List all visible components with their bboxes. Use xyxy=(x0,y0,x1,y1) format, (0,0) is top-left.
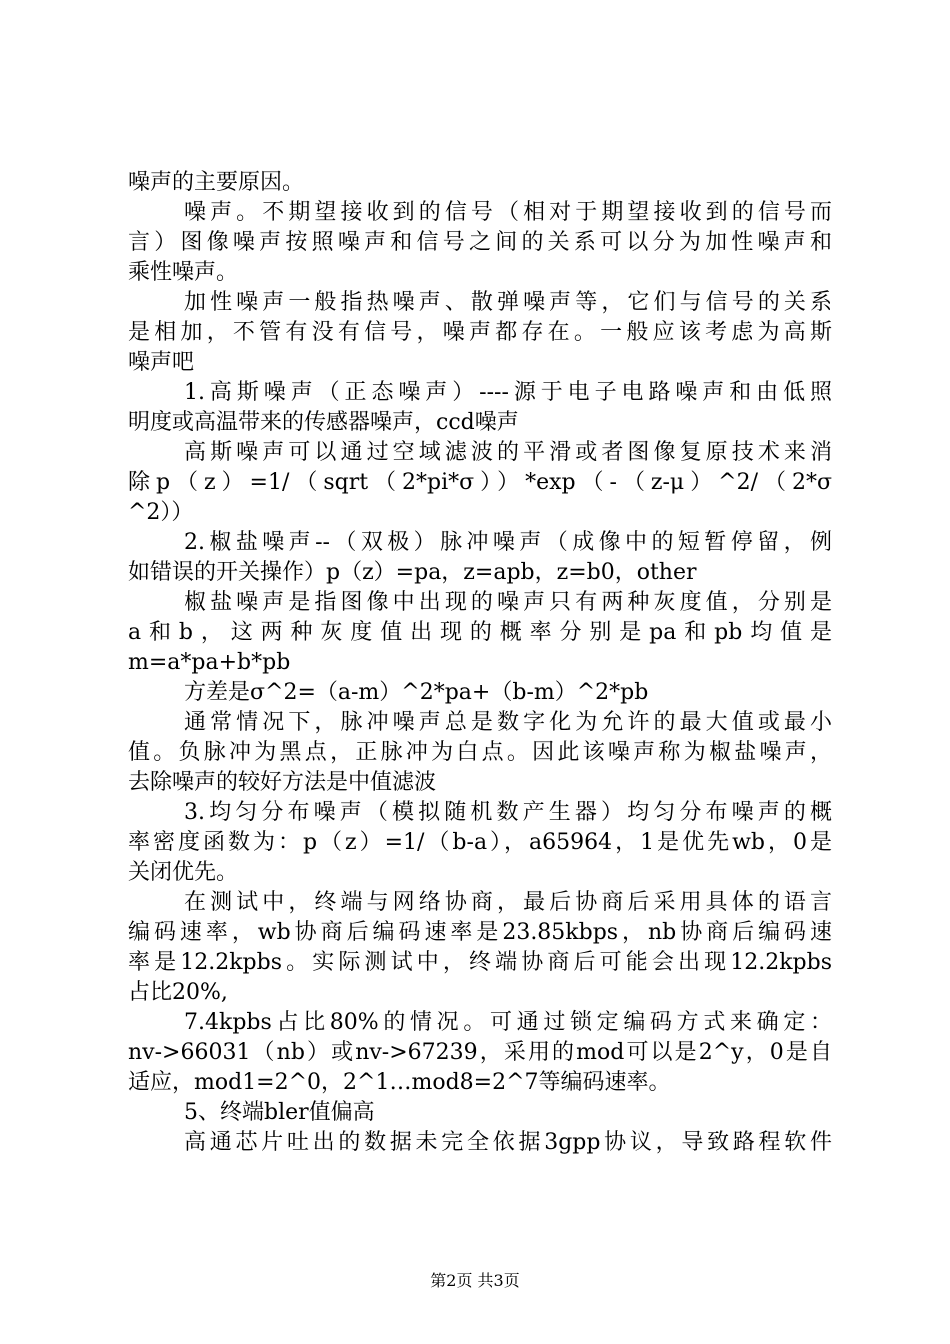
text-line: 率密度函数为：p（z）=1/（b-a），a65964，1是优先wb，0是 xyxy=(128,830,832,855)
text-line: ^2）） xyxy=(128,500,194,525)
text-line: 适应，mod1=2^0，2^1…mod8=2^7等编码速率。 xyxy=(128,1070,671,1095)
text-line: 除p（z）=1/（sqrt（2*pi*σ））*exp（-（z-μ）^2/（2*σ xyxy=(128,470,832,495)
text-line: 7.4kpbs占比80%的情况。可通过锁定编码方式来确定： xyxy=(184,1010,832,1035)
text-line: 高通芯片吐出的数据未完全依据3gpp协议，导致路程软件 xyxy=(184,1130,832,1155)
text-line: 如错误的开关操作）p（z）=pa，z=apb，z=b0，other xyxy=(128,560,697,585)
text-line: 5、终端bler值偏高 xyxy=(184,1100,375,1125)
text-line: 是相加，不管有没有信号，噪声都存在。一般应该考虑为高斯 xyxy=(128,320,832,345)
text-line: 通常情况下，脉冲噪声总是数字化为允许的最大值或最小 xyxy=(184,710,832,735)
text-line: 1.高斯噪声（正态噪声）----源于电子电路噪声和由低照 xyxy=(184,380,832,405)
text-line: 在测试中，终端与网络协商，最后协商后采用具体的语言 xyxy=(184,890,832,915)
text-line: 噪声的主要原因。 xyxy=(128,170,305,195)
text-line: 言）图像噪声按照噪声和信号之间的关系可以分为加性噪声和 xyxy=(128,230,832,255)
text-line: 噪声。不期望接收到的信号（相对于期望接收到的信号而 xyxy=(184,200,832,225)
text-line: 椒盐噪声是指图像中出现的噪声只有两种灰度值，分别是 xyxy=(184,590,832,615)
text-line: 3.均匀分布噪声（模拟随机数产生器）均匀分布噪声的概 xyxy=(184,800,832,825)
text-line: 加性噪声一般指热噪声、散弹噪声等，它们与信号的关系 xyxy=(184,290,832,315)
text-line: 高斯噪声可以通过空域滤波的平滑或者图像复原技术来消 xyxy=(184,440,832,465)
text-line: a和b，这两种灰度值出现的概率分别是pa和pb均值是 xyxy=(128,620,832,645)
text-line: 2.椒盐噪声--（双极）脉冲噪声（成像中的短暂停留，例 xyxy=(184,530,832,555)
text-line: 占比20%, xyxy=(128,980,228,1005)
text-line: 关闭优先。 xyxy=(128,860,239,885)
text-line: 去除噪声的较好方法是中值滤波 xyxy=(128,770,437,795)
text-line: 率是12.2kpbs。实际测试中，终端协商后可能会出现12.2kpbs xyxy=(128,950,832,975)
text-line: 方差是σ^2=（a-m）^2*pa+（b-m）^2*pb xyxy=(184,680,649,705)
text-line: 乘性噪声。 xyxy=(128,260,239,285)
text-line: 值。负脉冲为黑点，正脉冲为白点。因此该噪声称为椒盐噪声， xyxy=(128,740,832,765)
text-line: 明度或高温带来的传感器噪声，ccd噪声 xyxy=(128,410,519,435)
text-line: nv->66031（nb）或nv->67239，采用的mod可以是2^y，0是自 xyxy=(128,1040,832,1065)
text-line: m=a*pa+b*pb xyxy=(128,650,291,675)
document-body xyxy=(128,168,832,1158)
text-line: 编码速率，wb协商后编码速率是23.85kbps，nb协商后编码速 xyxy=(128,920,832,945)
text-line: 噪声吧 xyxy=(128,350,195,375)
page-footer: 第2页 共3页 xyxy=(430,1271,520,1290)
